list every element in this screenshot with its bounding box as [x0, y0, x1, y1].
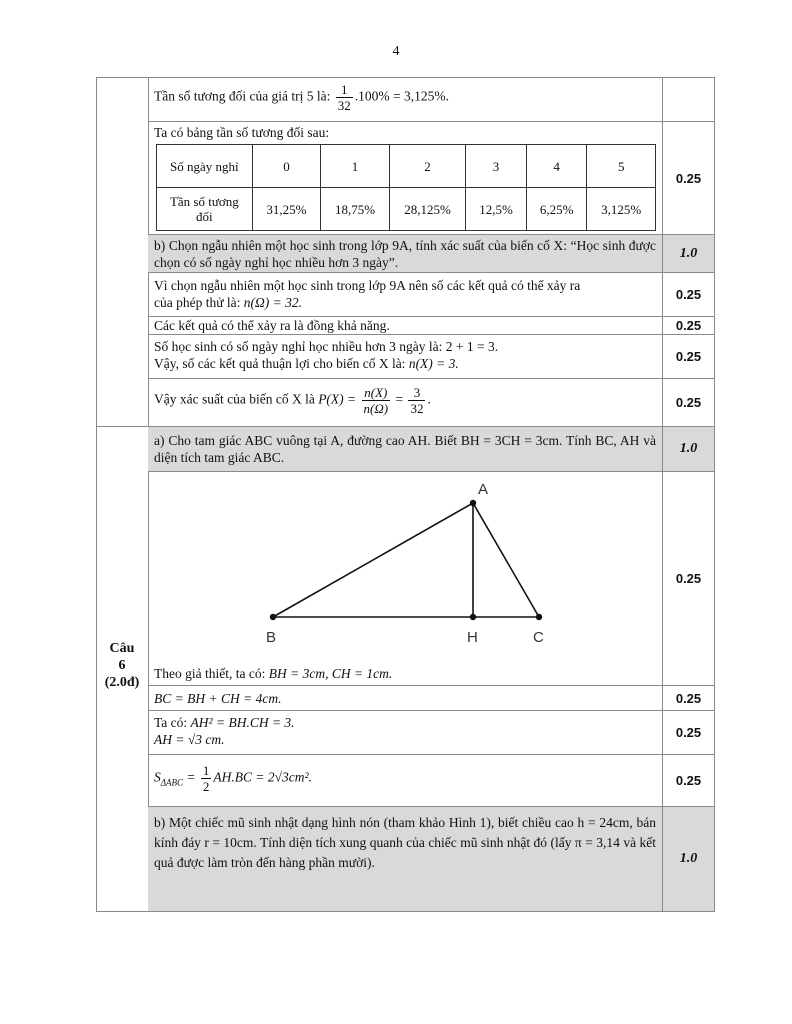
sample-space-math: n(Ω) = 32. [243, 295, 303, 310]
favorable-text-1: Số học sinh có số ngày nghỉ học nhiều hơn 3 ngày là: 2 + 1 = 3. [154, 339, 499, 354]
label-a: A [478, 481, 489, 498]
table-cell: 12,5% [466, 188, 527, 231]
page-number: 4 [392, 44, 400, 59]
table-header-freq: Tần số tương đối [157, 188, 253, 231]
score: 0.25 [675, 349, 702, 364]
row-probability: Vậy xác suất của biến cố X là P(X) = $\frac{n(X)}{n(\Omega)}$ = $\frac{3}{32}$ . 0.25 [148, 379, 714, 427]
table-intro: Ta có bảng tần số tương đối sau: [154, 125, 330, 140]
score: 0.25 [675, 571, 702, 586]
question-column [96, 77, 149, 910]
favorable-math: n(X) = 3. [408, 356, 459, 371]
given-math: BH = 3cm, CH = 1cm. [268, 666, 393, 681]
table-header-days: Số ngày nghỉ [157, 145, 253, 188]
fraction-1-32: $\frac{1}{32}$ [337, 82, 351, 113]
row-sample-space [148, 273, 714, 317]
point-a [470, 500, 476, 506]
row-rel-freq-5 [148, 77, 714, 122]
side-ac [473, 503, 539, 617]
row-bc [148, 686, 714, 711]
score: 0.25 [675, 725, 702, 740]
rel-freq-prefix: Tần số tương đối của giá trị 5 là: [154, 88, 331, 104]
score: 1.0 [679, 851, 698, 866]
row-equally-likely [148, 317, 714, 335]
q6-part-b-text: b) Một chiếc mũ sinh nhật dạng hình nón (tham khảo Hình 1), biết chiều cao h = 24cm, bán kính đáy r = 10cm. Tính diện tích xung quanh của chiếc mũ sinh nhật đó (lấy π = 3,14 và kết quả được làm tròn đến hàng phần mười). [148, 807, 663, 911]
q6-part-a-text: a) Cho tam giác ABC vuông tại A, đường cao AH. Biết BH = 3CH = 3cm. Tính BC, AH và diện tích tam giác ABC. [148, 427, 663, 471]
row-area [148, 755, 714, 807]
table-cell: 1 [321, 145, 390, 188]
row-triangle-figure [148, 472, 714, 686]
probability-prefix: Vậy xác suất của biến cố X là [154, 391, 315, 407]
score: 0.25 [675, 170, 702, 186]
fraction-3-32: $\frac{3}{32}$ [410, 385, 424, 416]
sample-space-text-2: của phép thử là: [154, 295, 241, 310]
relative-frequency-table [156, 144, 656, 231]
point-c [536, 614, 542, 620]
row-favorable [148, 335, 714, 379]
row-ah [148, 711, 714, 755]
question-6-label: Câu 6 (2.0đ) [104, 641, 140, 690]
favorable-text-2: Vậy, số các kết quả thuận lợi cho biến cố X là: [154, 356, 406, 371]
q5-part-b-text: b) Chọn ngẫu nhiên một học sinh trong lớp 9A, tính xác suất của biến cố X: “Học sinh được chọn có số ngày nghỉ học nhiều hơn 3 ngày”. [148, 235, 663, 272]
ah-prefix: Ta có: [154, 715, 188, 730]
triangle-abc-figure [148, 472, 648, 662]
table-cell: 31,25% [252, 188, 321, 231]
table-cell: 5 [587, 145, 656, 188]
table-cell: 0 [252, 145, 321, 188]
point-b [270, 614, 276, 620]
fraction-nx-nomega: $\frac{n(X)}{n(\Omega)}$ [363, 385, 389, 416]
table-cell: 3,125% [587, 188, 656, 231]
row-q6-part-b [148, 807, 714, 911]
point-h [470, 614, 476, 620]
row-q6-part-a [148, 427, 714, 472]
score: 0.25 [675, 395, 702, 410]
probability-eq: = [395, 391, 404, 407]
label-c: C [533, 629, 544, 646]
rel-freq-suffix: .100% = 3,125%. [354, 88, 450, 104]
row-q5-part-b [148, 235, 714, 273]
table-cell: 18,75% [321, 188, 390, 231]
ah-math: AH = √3 cm. [154, 732, 225, 747]
label-b: B [266, 629, 277, 646]
given-prefix: Theo giả thiết, ta có: [154, 666, 266, 681]
side-ab [273, 503, 473, 617]
table-cell: 4 [526, 145, 587, 188]
score: 0.25 [675, 773, 702, 788]
table-cell: 2 [389, 145, 466, 188]
score: 0.25 [675, 287, 702, 302]
probability-lhs: P(X) = [318, 391, 357, 407]
bc-math: BC = BH + CH = 4cm. [148, 686, 663, 710]
row-frequency-table [148, 122, 714, 235]
area-math: $S_{\Delta ABC}$ = $\frac{1}{2}$ AH.BC = 2√3cm². [148, 755, 663, 806]
table-cell: 3 [466, 145, 527, 188]
table-cell: 28,125% [389, 188, 466, 231]
score: 1.0 [679, 245, 698, 261]
label-h: H [467, 629, 478, 646]
ah-squared-math: AH² = BH.CH = 3. [190, 715, 295, 730]
question-divider [96, 426, 148, 427]
table-cell: 6,25% [526, 188, 587, 231]
score: 1.0 [679, 441, 698, 456]
equally-likely-text: Các kết quả có thể xảy ra là đồng khả năng. [148, 317, 663, 334]
score: 0.25 [675, 318, 702, 333]
score: 0.25 [675, 690, 702, 706]
sample-space-text-1: Vì chọn ngẫu nhiên một học sinh trong lớp 9A nên số các kết quả có thể xảy ra [154, 278, 581, 293]
